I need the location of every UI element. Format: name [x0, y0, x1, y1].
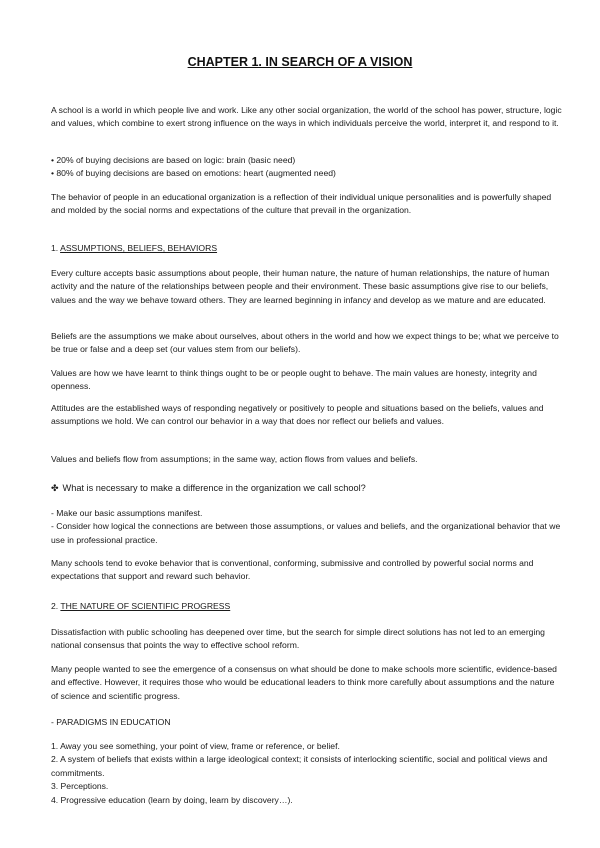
flower-bullet-icon: ✤ — [51, 483, 59, 493]
chapter-title: CHAPTER 1. IN SEARCH OF A VISION — [187, 55, 413, 69]
question-text: What is necessary to make a difference in the organization we call school? — [62, 483, 366, 493]
list-item: - Consider how logical the connections are between those assumptions, or values and beliefs, and the organizational behavior that we use in professional practice. — [51, 521, 561, 545]
beliefs-paragraph: Beliefs are the assumptions we make about ourselves, about others in the world and how we expect things to be; what we perceive to be true or false and a deep set (our values stem from our beliefs). — [51, 331, 559, 355]
paradigms-heading: - PARADIGMS IN EDUCATION — [51, 717, 171, 727]
answers-list — [51, 507, 563, 547]
list-item: 3. Perceptions. — [51, 781, 109, 792]
section-title: THE NATURE OF SCIENTIFIC PROGRESS — [60, 601, 231, 611]
list-item: - Make our basic assumptions manifest. — [51, 508, 203, 518]
values-paragraph: Values are how we have learnt to think things ought to be or people ought to behave. The main values are honesty, integrity and openness. — [51, 368, 537, 392]
section-number: 2. — [51, 601, 61, 611]
section2-heading — [51, 600, 230, 613]
schools-paragraph: Many schools tend to evoke behavior that is conventional, conforming, submissive and controlled by powerful social norms and expectations that support and reward such behavior. — [51, 558, 534, 582]
buying-decisions-list — [51, 154, 563, 181]
assumptions-paragraph: Every culture accepts basic assumptions about people, their human nature, the nature of human relationships, the nature of human activity and the nature of the relationships between people and their environment. These basic assumptions give rise to our beliefs, values and the way we behave toward others. They are learned beginning in infancy and develop as we mature and are educated. — [51, 268, 550, 305]
list-item: 2. A system of beliefs that exists within a large ideological context; it consists of interlocking scientific, social and political views and commitments. — [51, 754, 548, 778]
list-item: 1. Away you see something, your point of view, frame or reference, or belief. — [51, 741, 340, 751]
attitudes-paragraph: Attitudes are the established ways of responding negatively or positively to people and situations based on the beliefs, values and assumptions we hold. We can control our behavior in a way that does nor reflect our beliefs and values. — [51, 403, 544, 427]
list-item: • 20% of buying decisions are based on logic: brain (basic need) — [51, 155, 296, 165]
intro-paragraph: A school is a world in which people live and work. Like any other social organization, the world of the school has power, structure, logic and values, which combine to exert strong influence on the ways in which individuals perceive the world, interpret it, and respond to it. — [51, 105, 562, 129]
consensus-paragraph: Many people wanted to see the emergence of a consensus on what should be done to make schools more scientific, evidence-based and effective. However, it requires those who would be educational leaders to think more carefully about assumptions and the nature of science and scientific progress. — [51, 664, 557, 701]
question-line — [51, 482, 563, 495]
dissatisfaction-paragraph: Dissatisfaction with public schooling has deepened over time, but the search for simple direct solutions has not led to an emerging national consensus that points the way to effective school reform. — [51, 627, 545, 651]
flow-paragraph: Values and beliefs flow from assumptions; in the same way, action flows from values and beliefs. — [51, 454, 418, 464]
list-item: 4. Progressive education (learn by doing, learn by discovery…). — [51, 794, 293, 805]
behavior-paragraph: The behavior of people in an educational organization is a reflection of their individual unique personalities and is powerfully shaped and molded by the social norms and expectations of the culture that prevail in the organization. — [51, 192, 552, 216]
section-number: 1. — [51, 243, 61, 253]
section-title: ASSUMPTIONS, BELIEFS, BEHAVIORS — [60, 243, 218, 253]
list-item: • 80% of buying decisions are based on emotions: heart (augmented need) — [51, 168, 336, 179]
section1-heading — [51, 242, 217, 255]
paradigms-list — [51, 740, 563, 807]
